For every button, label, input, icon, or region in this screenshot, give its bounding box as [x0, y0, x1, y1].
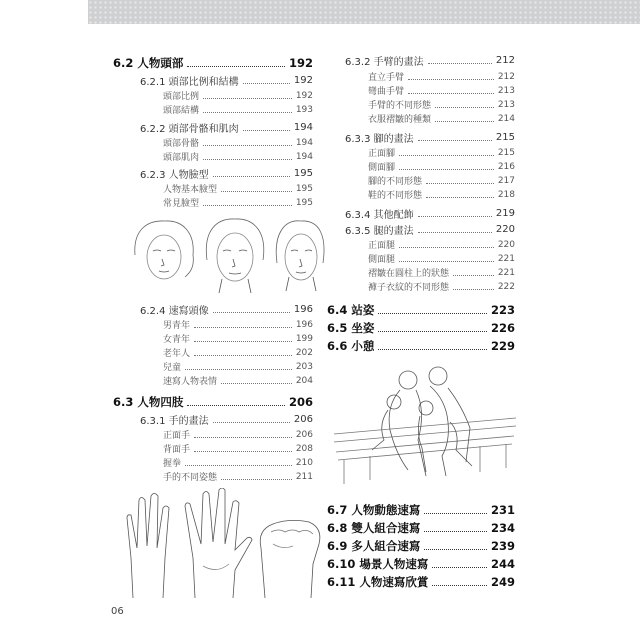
toc-item[interactable]: 褶皺在圓柱上的狀態 221: [368, 267, 515, 279]
head-sketches-illustration: [125, 215, 325, 295]
toc-item[interactable]: 男青年 196: [163, 319, 313, 331]
toc-item[interactable]: 手臂的不同形態 213: [368, 99, 515, 111]
toc-subsection-6-3-2[interactable]: 6.3.2 手臂的畫法 212: [345, 55, 515, 68]
toc-item[interactable]: 側面腳 216: [368, 161, 515, 173]
toc-item[interactable]: 兒童 203: [163, 361, 313, 373]
toc-item[interactable]: 速寫人物表情 204: [163, 375, 313, 387]
page-number: 06: [111, 606, 124, 617]
toc-section-6-3[interactable]: 6.3 人物四肢 206: [113, 395, 313, 409]
toc-section-6-2[interactable]: 6.2 人物頭部 192: [113, 56, 313, 70]
hand-sketches-illustration: [115, 488, 325, 600]
toc-item[interactable]: 腳的不同形態 217: [368, 175, 515, 187]
toc-item[interactable]: 彎曲手臂 213: [368, 85, 515, 97]
toc-item[interactable]: 人物基本臉型 195: [163, 183, 313, 195]
toc-section-6-8[interactable]: 6.8 雙人組合速寫 234: [327, 521, 515, 535]
toc-subsection-6-2-2[interactable]: 6.2.2 頭部骨骼和肌肉 194: [140, 122, 313, 135]
toc-item[interactable]: 頭部骨骼 194: [163, 137, 313, 149]
header-pattern-band: [88, 0, 640, 24]
toc-item[interactable]: 老年人 202: [163, 347, 313, 359]
toc-item[interactable]: 正面腳 215: [368, 147, 515, 159]
toc-item[interactable]: 鞋的不同形態 218: [368, 189, 515, 201]
toc-item[interactable]: 正面腿 220: [368, 239, 515, 251]
toc-section-6-7[interactable]: 6.7 人物動態速寫 231: [327, 503, 515, 517]
toc-item[interactable]: 背面手 208: [163, 443, 313, 455]
toc-section-6-5[interactable]: 6.5 坐姿 226: [327, 321, 515, 335]
toc-item[interactable]: 常見臉型 195: [163, 197, 313, 209]
toc-section-6-6[interactable]: 6.6 小憩 229: [327, 339, 515, 353]
toc-item[interactable]: 女青年 199: [163, 333, 313, 345]
toc-subsection-6-2-4[interactable]: 6.2.4 速寫頭像 196: [140, 304, 313, 317]
toc-item[interactable]: 握拳 210: [163, 457, 313, 469]
bench-group-sketch-illustration: [330, 360, 520, 490]
toc-item[interactable]: 頭部肌肉 194: [163, 151, 313, 163]
toc-item[interactable]: 手的不同姿態 211: [163, 471, 313, 483]
toc-section-6-9[interactable]: 6.9 多人組合速寫 239: [327, 539, 515, 553]
toc-item[interactable]: 側面腿 221: [368, 253, 515, 265]
toc-item[interactable]: 頭部比例 192: [163, 90, 313, 102]
toc-section-6-10[interactable]: 6.10 場景人物速寫 244: [327, 557, 515, 571]
toc-item[interactable]: 褲子衣紋的不同形態 222: [368, 281, 515, 293]
toc-item[interactable]: 正面手 206: [163, 429, 313, 441]
toc-item[interactable]: 衣服褶皺的種類 214: [368, 113, 515, 125]
toc-section-6-4[interactable]: 6.4 站姿 223: [327, 303, 515, 317]
toc-subsection-6-3-4[interactable]: 6.3.4 其他配飾 219: [345, 208, 515, 221]
toc-subsection-6-2-1[interactable]: 6.2.1 頭部比例和結構 192: [140, 75, 313, 88]
toc-item[interactable]: 頭部結構 193: [163, 104, 313, 116]
toc-item[interactable]: 直立手臂 212: [368, 71, 515, 83]
toc-subsection-6-3-5[interactable]: 6.3.5 腿的畫法 220: [345, 224, 515, 237]
toc-subsection-6-3-3[interactable]: 6.3.3 腳的畫法 215: [345, 132, 515, 145]
toc-subsection-6-2-3[interactable]: 6.2.3 人物臉型 195: [140, 168, 313, 181]
toc-subsection-6-3-1[interactable]: 6.3.1 手的畫法 206: [140, 414, 313, 427]
toc-section-6-11[interactable]: 6.11 人物速寫欣賞 249: [327, 575, 515, 589]
